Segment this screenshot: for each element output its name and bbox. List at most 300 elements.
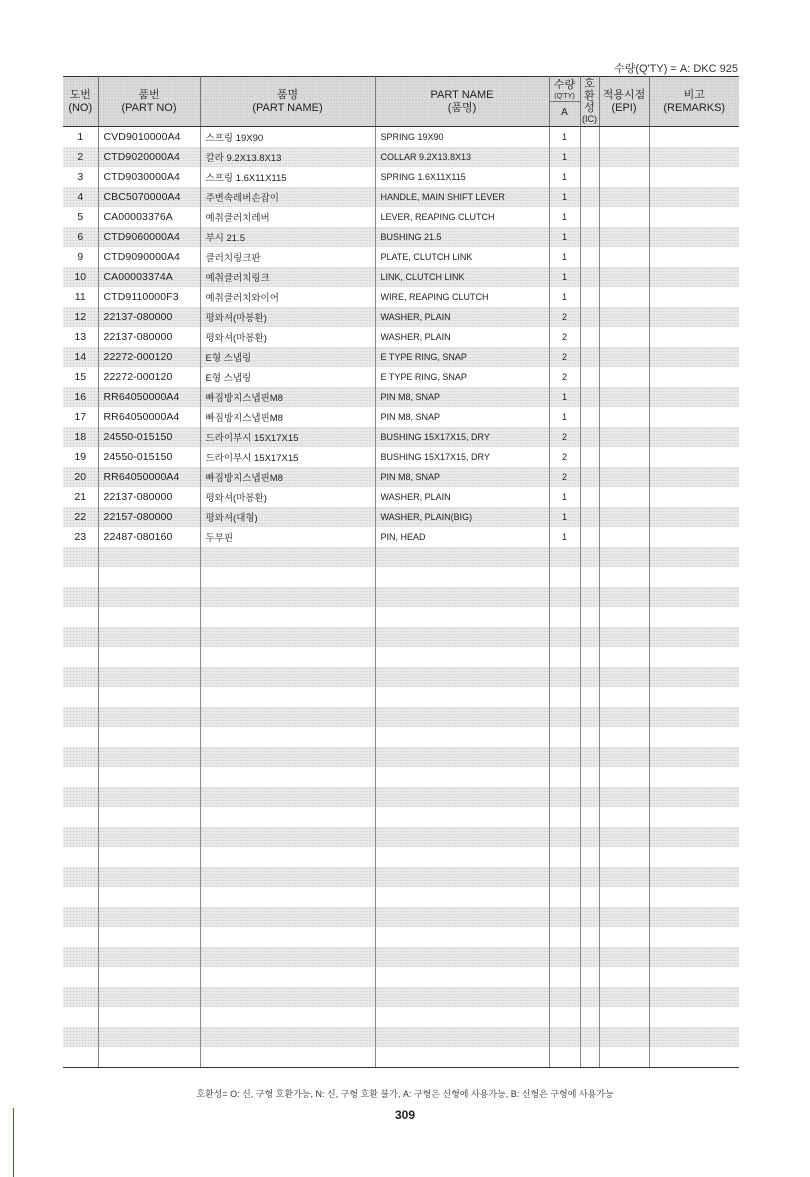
table-row bbox=[63, 287, 739, 307]
cell-part-name-en bbox=[375, 967, 549, 987]
cell-part-name-kr bbox=[200, 747, 375, 767]
cell-epi bbox=[599, 987, 649, 1007]
cell-no: 1 bbox=[63, 127, 98, 148]
cell-ic bbox=[580, 647, 599, 667]
table-row bbox=[63, 427, 739, 447]
cell-part-no bbox=[98, 647, 200, 667]
cell-part-no: RR64050000A4 bbox=[98, 387, 200, 407]
cell-qty bbox=[549, 747, 580, 767]
cell-qty: 2 bbox=[549, 367, 580, 387]
table-row bbox=[63, 387, 739, 407]
cell-qty: 1 bbox=[549, 187, 580, 207]
cell-part-name-en: E TYPE RING, SNAP bbox=[375, 367, 549, 387]
cell-part-name-kr bbox=[200, 767, 375, 787]
cell-remarks bbox=[649, 427, 739, 447]
cell-part-name-en bbox=[375, 687, 549, 707]
cell-qty: 2 bbox=[549, 307, 580, 327]
cell-qty bbox=[549, 567, 580, 587]
cell-remarks bbox=[649, 127, 739, 148]
cell-no: 17 bbox=[63, 407, 98, 427]
cell-part-name-kr: 드라이부시 15X17X15 bbox=[200, 447, 375, 467]
cell-part-name-en bbox=[375, 787, 549, 807]
cell-part-no: 22272-000120 bbox=[98, 347, 200, 367]
cell-qty: 1 bbox=[549, 267, 580, 287]
cell-no: 4 bbox=[63, 187, 98, 207]
cell-part-name-en: PLATE, CLUTCH LINK bbox=[375, 247, 549, 267]
cell-part-name-en bbox=[375, 567, 549, 587]
table-row bbox=[63, 467, 739, 487]
cell-ic bbox=[580, 507, 599, 527]
cell-remarks bbox=[649, 647, 739, 667]
cell-qty bbox=[549, 607, 580, 627]
cell-part-name-kr bbox=[200, 627, 375, 647]
cell-part-name-kr bbox=[200, 1027, 375, 1047]
cell-qty: 2 bbox=[549, 467, 580, 487]
cell-remarks bbox=[649, 387, 739, 407]
cell-part-name-en bbox=[375, 887, 549, 907]
cell-no: 22 bbox=[63, 507, 98, 527]
cell-part-no: CTD9030000A4 bbox=[98, 167, 200, 187]
table-row bbox=[63, 347, 739, 367]
cell-qty bbox=[549, 947, 580, 967]
cell-part-name-en bbox=[375, 947, 549, 967]
cell-qty bbox=[549, 587, 580, 607]
empty-row bbox=[63, 567, 739, 587]
cell-qty bbox=[549, 847, 580, 867]
cell-remarks bbox=[649, 807, 739, 827]
header-part-no: 품번 (PART NO) bbox=[98, 77, 200, 127]
cell-remarks bbox=[649, 847, 739, 867]
cell-qty bbox=[549, 987, 580, 1007]
cell-epi bbox=[599, 627, 649, 647]
cell-ic bbox=[580, 687, 599, 707]
cell-part-no: RR64050000A4 bbox=[98, 407, 200, 427]
cell-part-name-kr bbox=[200, 667, 375, 687]
cell-qty bbox=[549, 867, 580, 887]
cell-no bbox=[63, 687, 98, 707]
cell-qty bbox=[549, 667, 580, 687]
cell-no bbox=[63, 767, 98, 787]
cell-no bbox=[63, 807, 98, 827]
cell-epi bbox=[599, 767, 649, 787]
cell-part-name-kr bbox=[200, 727, 375, 747]
cell-epi bbox=[599, 647, 649, 667]
cell-no bbox=[63, 827, 98, 847]
cell-remarks bbox=[649, 307, 739, 327]
cell-remarks bbox=[649, 247, 739, 267]
cell-part-name-kr bbox=[200, 1007, 375, 1027]
cell-part-name-en bbox=[375, 767, 549, 787]
cell-part-name-en: E TYPE RING, SNAP bbox=[375, 347, 549, 367]
header-qty: 수량 (Q'TY) A bbox=[549, 77, 580, 127]
cell-remarks bbox=[649, 267, 739, 287]
cell-no bbox=[63, 727, 98, 747]
cell-no: 20 bbox=[63, 467, 98, 487]
cell-ic bbox=[580, 307, 599, 327]
empty-row bbox=[63, 547, 739, 567]
cell-part-name-kr: 평와셔(마봉환) bbox=[200, 487, 375, 507]
cell-part-no bbox=[98, 747, 200, 767]
cell-remarks bbox=[649, 907, 739, 927]
cell-no bbox=[63, 847, 98, 867]
cell-qty bbox=[549, 1047, 580, 1068]
cell-part-name-en bbox=[375, 647, 549, 667]
table-header-row bbox=[63, 77, 739, 127]
header-ic: 호 환 성 (IC) bbox=[580, 77, 599, 127]
empty-row bbox=[63, 767, 739, 787]
cell-no: 16 bbox=[63, 387, 98, 407]
empty-row bbox=[63, 807, 739, 827]
cell-ic bbox=[580, 887, 599, 907]
parts-table bbox=[63, 76, 739, 1068]
cell-remarks bbox=[649, 147, 739, 167]
cell-part-name-en: SPRING 19X90 bbox=[375, 127, 549, 148]
cell-no: 2 bbox=[63, 147, 98, 167]
cell-qty bbox=[549, 827, 580, 847]
cell-remarks bbox=[649, 287, 739, 307]
table-row bbox=[63, 127, 739, 148]
cell-ic bbox=[580, 367, 599, 387]
cell-qty: 1 bbox=[549, 527, 580, 547]
cell-part-name-kr bbox=[200, 787, 375, 807]
cell-no bbox=[63, 547, 98, 567]
cell-ic bbox=[580, 627, 599, 647]
empty-row bbox=[63, 727, 739, 747]
cell-epi bbox=[599, 867, 649, 887]
cell-epi bbox=[599, 287, 649, 307]
cell-part-name-en: LEVER, REAPING CLUTCH bbox=[375, 207, 549, 227]
cell-part-no: 22272-000120 bbox=[98, 367, 200, 387]
table-row bbox=[63, 307, 739, 327]
cell-part-name-en: BUSHING 15X17X15, DRY bbox=[375, 447, 549, 467]
cell-no: 21 bbox=[63, 487, 98, 507]
cell-no bbox=[63, 647, 98, 667]
cell-part-name-en bbox=[375, 587, 549, 607]
empty-row bbox=[63, 1027, 739, 1047]
cell-ic bbox=[580, 127, 599, 148]
cell-qty bbox=[549, 907, 580, 927]
cell-remarks bbox=[649, 1007, 739, 1027]
cell-no bbox=[63, 967, 98, 987]
cell-remarks bbox=[649, 787, 739, 807]
empty-row bbox=[63, 867, 739, 887]
header-remarks: 비고 (REMARKS) bbox=[649, 77, 739, 127]
cell-epi bbox=[599, 127, 649, 148]
cell-ic bbox=[580, 867, 599, 887]
cell-part-no: 24550-015150 bbox=[98, 447, 200, 467]
cell-epi bbox=[599, 827, 649, 847]
cell-epi bbox=[599, 687, 649, 707]
cell-part-name-kr bbox=[200, 887, 375, 907]
cell-epi bbox=[599, 967, 649, 987]
cell-part-no bbox=[98, 807, 200, 827]
empty-row bbox=[63, 847, 739, 867]
cell-part-name-kr: 예취클러치와이어 bbox=[200, 287, 375, 307]
cell-ic bbox=[580, 447, 599, 467]
cell-part-no: RR64050000A4 bbox=[98, 467, 200, 487]
cell-no: 19 bbox=[63, 447, 98, 467]
cell-part-no bbox=[98, 667, 200, 687]
cell-qty: 1 bbox=[549, 507, 580, 527]
cell-part-name-kr bbox=[200, 587, 375, 607]
cell-no bbox=[63, 747, 98, 767]
cell-no bbox=[63, 567, 98, 587]
cell-ic bbox=[580, 147, 599, 167]
header-part-name-kr: 품명 (PART NAME) bbox=[200, 77, 375, 127]
empty-row bbox=[63, 907, 739, 927]
cell-epi bbox=[599, 207, 649, 227]
cell-part-name-kr bbox=[200, 847, 375, 867]
cell-remarks bbox=[649, 827, 739, 847]
cell-part-no bbox=[98, 827, 200, 847]
cell-ic bbox=[580, 407, 599, 427]
cell-ic bbox=[580, 227, 599, 247]
cell-epi bbox=[599, 307, 649, 327]
table-row bbox=[63, 267, 739, 287]
cell-no: 10 bbox=[63, 267, 98, 287]
cell-part-no: 24550-015150 bbox=[98, 427, 200, 447]
cell-part-no bbox=[98, 627, 200, 647]
cell-part-name-kr bbox=[200, 1047, 375, 1068]
cell-no: 18 bbox=[63, 427, 98, 447]
cell-part-name-en: WASHER, PLAIN bbox=[375, 307, 549, 327]
cell-ic bbox=[580, 1007, 599, 1027]
cell-ic bbox=[580, 527, 599, 547]
empty-row bbox=[63, 947, 739, 967]
cell-part-name-kr: 평와셔(마봉환) bbox=[200, 327, 375, 347]
cell-epi bbox=[599, 927, 649, 947]
cell-part-name-kr: E형 스냅링 bbox=[200, 367, 375, 387]
cell-part-no bbox=[98, 1007, 200, 1027]
empty-row bbox=[63, 887, 739, 907]
cell-part-name-kr bbox=[200, 807, 375, 827]
cell-ic bbox=[580, 927, 599, 947]
cell-remarks bbox=[649, 567, 739, 587]
cell-remarks bbox=[649, 547, 739, 567]
cell-part-name-kr: 두부핀 bbox=[200, 527, 375, 547]
cell-part-name-kr bbox=[200, 607, 375, 627]
cell-part-name-kr: 부시 21.5 bbox=[200, 227, 375, 247]
cell-epi bbox=[599, 707, 649, 727]
cell-no bbox=[63, 1047, 98, 1068]
cell-part-name-kr: 스프링 1.6X11X115 bbox=[200, 167, 375, 187]
cell-qty: 2 bbox=[549, 427, 580, 447]
empty-row bbox=[63, 647, 739, 667]
cell-ic bbox=[580, 807, 599, 827]
cell-part-name-en bbox=[375, 747, 549, 767]
cell-epi bbox=[599, 387, 649, 407]
cell-remarks bbox=[649, 167, 739, 187]
cell-part-name-en bbox=[375, 627, 549, 647]
cell-ic bbox=[580, 1027, 599, 1047]
cell-part-no bbox=[98, 1047, 200, 1068]
cell-epi bbox=[599, 407, 649, 427]
cell-epi bbox=[599, 467, 649, 487]
cell-remarks bbox=[649, 707, 739, 727]
cell-remarks bbox=[649, 747, 739, 767]
cell-remarks bbox=[649, 327, 739, 347]
cell-epi bbox=[599, 1027, 649, 1047]
cell-part-name-kr: 평와셔(마봉환) bbox=[200, 307, 375, 327]
cell-epi bbox=[599, 1007, 649, 1027]
cell-part-name-en bbox=[375, 827, 549, 847]
cell-ic bbox=[580, 427, 599, 447]
table-row bbox=[63, 247, 739, 267]
cell-ic bbox=[580, 547, 599, 567]
cell-no bbox=[63, 867, 98, 887]
cell-ic bbox=[580, 247, 599, 267]
cell-no: 12 bbox=[63, 307, 98, 327]
cell-ic bbox=[580, 167, 599, 187]
cell-part-name-kr: 스프링 19X90 bbox=[200, 127, 375, 148]
cell-part-no: CBC5070000A4 bbox=[98, 187, 200, 207]
cell-part-name-en: BUSHING 15X17X15, DRY bbox=[375, 427, 549, 447]
cell-part-no bbox=[98, 847, 200, 867]
cell-remarks bbox=[649, 367, 739, 387]
cell-no bbox=[63, 887, 98, 907]
cell-ic bbox=[580, 287, 599, 307]
cell-part-name-en bbox=[375, 807, 549, 827]
cell-epi bbox=[599, 787, 649, 807]
cell-part-no: 22137-080000 bbox=[98, 327, 200, 347]
empty-row bbox=[63, 687, 739, 707]
cell-qty: 1 bbox=[549, 167, 580, 187]
cell-epi bbox=[599, 747, 649, 767]
table-row bbox=[63, 327, 739, 347]
cell-ic bbox=[580, 767, 599, 787]
cell-part-name-en: PIN, HEAD bbox=[375, 527, 549, 547]
cell-remarks bbox=[649, 447, 739, 467]
cell-ic bbox=[580, 947, 599, 967]
cell-qty: 1 bbox=[549, 127, 580, 148]
page-number: 309 bbox=[394, 1108, 416, 1122]
cell-part-no bbox=[98, 947, 200, 967]
cell-part-name-kr bbox=[200, 967, 375, 987]
table-row bbox=[63, 207, 739, 227]
table-row bbox=[63, 487, 739, 507]
cell-part-no bbox=[98, 887, 200, 907]
cell-no bbox=[63, 1027, 98, 1047]
cell-part-name-kr bbox=[200, 567, 375, 587]
cell-part-name-kr: 빠짐방지스냅핀M8 bbox=[200, 387, 375, 407]
cell-part-name-kr bbox=[200, 947, 375, 967]
cell-part-no bbox=[98, 927, 200, 947]
cell-no: 14 bbox=[63, 347, 98, 367]
cell-part-no: CTD9110000F3 bbox=[98, 287, 200, 307]
cell-epi bbox=[599, 347, 649, 367]
cell-part-no bbox=[98, 967, 200, 987]
cell-part-name-en bbox=[375, 607, 549, 627]
table-row bbox=[63, 527, 739, 547]
cell-part-name-en: WASHER, PLAIN bbox=[375, 327, 549, 347]
cell-part-name-kr: 드라이부시 15X17X15 bbox=[200, 427, 375, 447]
cell-remarks bbox=[649, 687, 739, 707]
cell-qty bbox=[549, 707, 580, 727]
cell-ic bbox=[580, 847, 599, 867]
cell-qty bbox=[549, 807, 580, 827]
cell-part-no: CTD9060000A4 bbox=[98, 227, 200, 247]
cell-part-name-en: WIRE, REAPING CLUTCH bbox=[375, 287, 549, 307]
empty-row bbox=[63, 667, 739, 687]
header-part-name-en: PART NAME (품명) bbox=[375, 77, 549, 127]
cell-qty bbox=[549, 787, 580, 807]
cell-qty: 1 bbox=[549, 407, 580, 427]
cell-part-name-kr bbox=[200, 547, 375, 567]
cell-epi bbox=[599, 147, 649, 167]
empty-row bbox=[63, 627, 739, 647]
cell-remarks bbox=[649, 927, 739, 947]
cell-part-name-en bbox=[375, 867, 549, 887]
cell-part-name-kr bbox=[200, 687, 375, 707]
cell-part-no: 22487-080160 bbox=[98, 527, 200, 547]
empty-row bbox=[63, 587, 739, 607]
cell-qty bbox=[549, 967, 580, 987]
cell-remarks bbox=[649, 1047, 739, 1068]
table-row bbox=[63, 407, 739, 427]
cell-qty bbox=[549, 687, 580, 707]
cell-part-name-en bbox=[375, 547, 549, 567]
cell-qty: 2 bbox=[549, 447, 580, 467]
cell-part-name-en bbox=[375, 1047, 549, 1068]
cell-no bbox=[63, 947, 98, 967]
empty-row bbox=[63, 707, 739, 727]
empty-row bbox=[63, 1047, 739, 1068]
cell-no: 15 bbox=[63, 367, 98, 387]
cell-no: 9 bbox=[63, 247, 98, 267]
header-no: 도번 (NO) bbox=[63, 77, 98, 127]
empty-row bbox=[63, 747, 739, 767]
cell-no bbox=[63, 707, 98, 727]
cell-part-no bbox=[98, 567, 200, 587]
cell-epi bbox=[599, 607, 649, 627]
cell-qty: 1 bbox=[549, 387, 580, 407]
cell-part-name-kr bbox=[200, 987, 375, 1007]
cell-part-name-kr: 주변속레버손잡이 bbox=[200, 187, 375, 207]
cell-ic bbox=[580, 467, 599, 487]
cell-ic bbox=[580, 587, 599, 607]
cell-ic bbox=[580, 207, 599, 227]
cell-part-no bbox=[98, 867, 200, 887]
cell-qty: 1 bbox=[549, 287, 580, 307]
cell-qty: 1 bbox=[549, 487, 580, 507]
cell-ic bbox=[580, 607, 599, 627]
cell-part-name-en: COLLAR 9.2X13.8X13 bbox=[375, 147, 549, 167]
cell-part-name-en bbox=[375, 1007, 549, 1027]
cell-remarks bbox=[649, 587, 739, 607]
cell-part-name-en: WASHER, PLAIN(BIG) bbox=[375, 507, 549, 527]
cell-part-no bbox=[98, 587, 200, 607]
cell-part-name-kr bbox=[200, 867, 375, 887]
cell-remarks bbox=[649, 187, 739, 207]
cell-qty bbox=[549, 767, 580, 787]
cell-ic bbox=[580, 567, 599, 587]
cell-part-name-en: HANDLE, MAIN SHIFT LEVER bbox=[375, 187, 549, 207]
cell-part-name-kr: 칼라 9.2X13.8X13 bbox=[200, 147, 375, 167]
cell-qty: 1 bbox=[549, 227, 580, 247]
table-row bbox=[63, 507, 739, 527]
cell-epi bbox=[599, 167, 649, 187]
cell-remarks bbox=[649, 487, 739, 507]
cell-part-name-kr bbox=[200, 707, 375, 727]
cell-epi bbox=[599, 887, 649, 907]
cell-part-name-en bbox=[375, 707, 549, 727]
cell-remarks bbox=[649, 987, 739, 1007]
cell-ic bbox=[580, 967, 599, 987]
cell-ic bbox=[580, 827, 599, 847]
cell-epi bbox=[599, 227, 649, 247]
table-row bbox=[63, 187, 739, 207]
cell-part-name-kr bbox=[200, 907, 375, 927]
